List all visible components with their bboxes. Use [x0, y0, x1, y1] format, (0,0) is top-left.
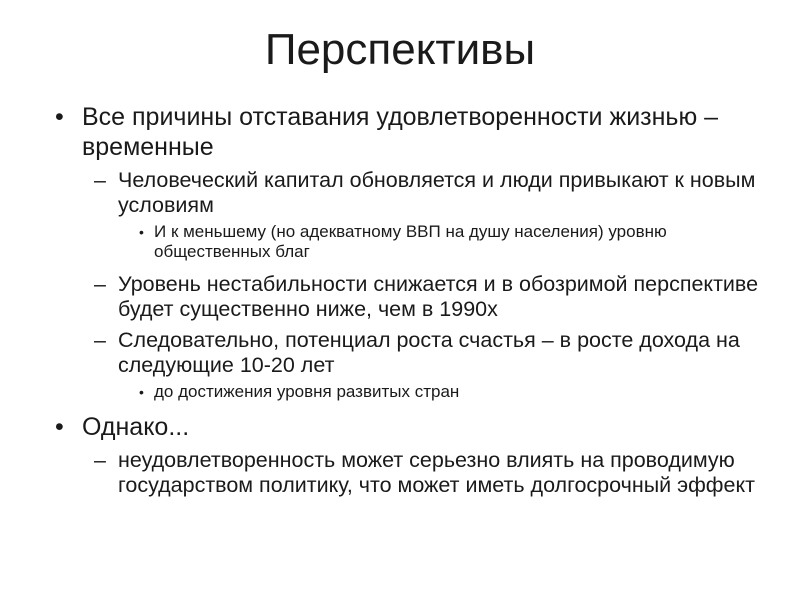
bullet-text: Следовательно, потенциал роста счастья – в росте дохода на следующие 10-20 лет: [118, 328, 740, 377]
bullet-item-level2: [0, 328, 800, 378]
dash-marker: –: [94, 328, 106, 352]
bullet-marker: •: [139, 224, 144, 240]
dash-marker: –: [94, 168, 106, 192]
bullet-item-level1: [0, 102, 800, 162]
bullet-text: Однако...: [82, 413, 190, 441]
bullet-item-level3: [0, 222, 800, 262]
dash-marker: –: [94, 272, 106, 296]
bullet-text: Все причины отставания удовлетворенности жизнью – временные: [82, 103, 719, 161]
bullet-text: Человеческий капитал обновляется и люди привыкают к новым условиям: [118, 168, 756, 217]
bullet-item-level1: [0, 412, 800, 442]
dash-marker: –: [94, 448, 106, 472]
bullet-text: неудовлетворенность может серьезно влиять на проводимую государством политику, что может иметь долгосрочный эффект: [118, 448, 755, 497]
bullet-text: Уровень нестабильности снижается и в обозримой перспективе будет существенно ниже, чем в 1990х: [118, 272, 759, 321]
bullet-list: [0, 96, 800, 498]
bullet-text: И к меньшему (но адекватному ВВП на душу населения) уровню общественных благ: [154, 222, 667, 261]
bullet-marker: •: [55, 103, 64, 131]
bullet-item-level2: [0, 448, 800, 498]
bullet-marker: •: [55, 413, 64, 441]
bullet-item-level3: [0, 382, 800, 402]
bullet-item-level2: [0, 168, 800, 218]
bullet-marker: •: [139, 384, 144, 400]
slide-title: Перспективы: [264, 25, 536, 74]
bullet-text: до достижения уровня развитых стран: [154, 382, 460, 401]
bullet-item-level2: [0, 272, 800, 322]
